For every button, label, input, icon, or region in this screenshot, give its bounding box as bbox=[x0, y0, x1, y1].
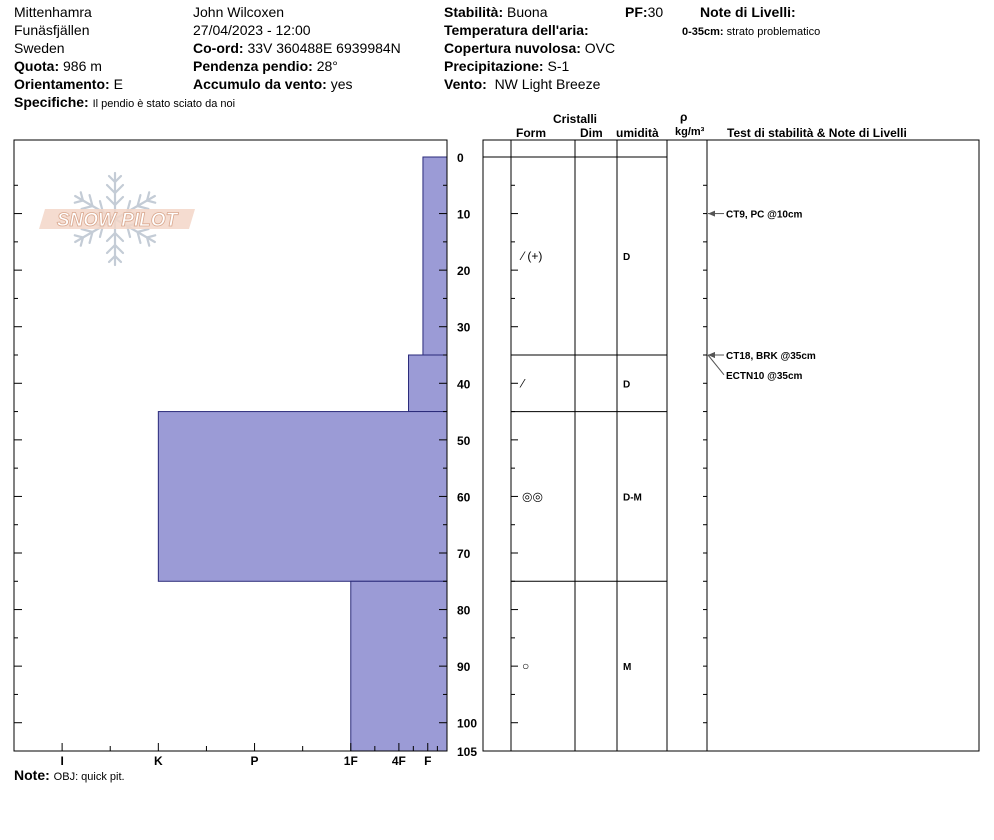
depth-tick-label: 10 bbox=[457, 207, 471, 222]
test-arrow-head bbox=[708, 352, 715, 358]
hardness-layer-bar bbox=[351, 581, 447, 751]
density-unit-header: kg/m³ bbox=[675, 126, 705, 138]
slope-label: Pendenza pendio: bbox=[193, 58, 313, 74]
hardness-tick-label: K bbox=[153, 754, 163, 768]
precip-label: Precipitazione: bbox=[444, 58, 544, 74]
sky-value: OVC bbox=[584, 40, 616, 56]
grain-form-symbol: ⁄ (+) bbox=[522, 249, 543, 263]
observer-name: John Wilcoxen bbox=[193, 4, 285, 20]
elevation-value: 986 m bbox=[63, 58, 102, 74]
moisture-header: umidità bbox=[616, 126, 659, 140]
test-arrow bbox=[708, 355, 724, 375]
depth-tick-label: 30 bbox=[457, 320, 471, 335]
depth-tick-label: 100 bbox=[457, 716, 478, 731]
coord-value: 33V 360488E 6939984N bbox=[247, 40, 401, 56]
snowpilot-logo bbox=[39, 173, 195, 265]
country-name: Sweden bbox=[14, 40, 65, 56]
wind-value: NW Light Breeze bbox=[494, 76, 601, 92]
grain-form-symbol: ⁄ bbox=[522, 376, 525, 391]
grain-form-symbol: ○ bbox=[522, 659, 530, 674]
hardness-tick-label: I bbox=[60, 754, 64, 768]
test-arrow-head bbox=[708, 211, 715, 217]
layer-note-range: 0-35cm: bbox=[682, 26, 724, 38]
coord-label: Co-ord: bbox=[193, 40, 244, 56]
depth-tick-label: 20 bbox=[457, 264, 471, 279]
layer-table-frame bbox=[483, 140, 979, 751]
stability-label: Stabilità: bbox=[444, 4, 504, 20]
aspect-label: Orientamento: bbox=[14, 76, 110, 92]
aspect-value: E bbox=[113, 76, 123, 92]
stability-test-label: CT18, BRK @35cm bbox=[726, 351, 816, 362]
pf-label: PF: bbox=[625, 4, 648, 20]
depth-tick-label: 50 bbox=[457, 433, 471, 448]
pf-value: 30 bbox=[647, 4, 664, 20]
rho-header: ρ bbox=[680, 110, 688, 124]
layer-notes-label: Note di Livelli: bbox=[700, 4, 796, 20]
hardness-layer-bar bbox=[423, 157, 447, 355]
depth-tick-label: 70 bbox=[457, 547, 471, 561]
hardness-tick-label: F bbox=[424, 754, 432, 768]
moisture-value: D-M bbox=[623, 492, 642, 504]
area-name: Funäsfjällen bbox=[14, 22, 90, 38]
form-header: Form bbox=[516, 126, 546, 140]
grain-form-symbol: ◎◎ bbox=[522, 489, 543, 504]
sky-label: Copertura nuvolosa: bbox=[444, 40, 581, 56]
logo-text: SNOW PILOT bbox=[56, 210, 178, 231]
wind-label: Vento: bbox=[444, 76, 487, 92]
wind-loading-value: yes bbox=[330, 76, 353, 92]
stability-test-label: ECTN10 @35cm bbox=[726, 370, 803, 382]
depth-tick-label: 80 bbox=[457, 603, 471, 618]
moisture-value: D bbox=[623, 379, 631, 391]
depth-tick-label: 40 bbox=[457, 377, 471, 392]
hardness-tick-label: 4F bbox=[391, 754, 406, 768]
hardness-layer-bar bbox=[158, 412, 447, 582]
location-name: Mittenhamra bbox=[14, 4, 92, 20]
tests-header: Test di stabilità & Note di Livelli bbox=[727, 126, 907, 140]
note-value: OBJ: quick pit. bbox=[53, 771, 125, 783]
specifics-label: Specifiche: bbox=[14, 94, 89, 110]
elevation-label: Quota: bbox=[14, 58, 60, 74]
hardness-tick-label: P bbox=[250, 754, 259, 768]
crystals-header: Cristalli bbox=[553, 112, 598, 126]
dim-header: Dim bbox=[580, 126, 603, 140]
wind-loading-label: Accumulo da vento: bbox=[193, 76, 327, 92]
moisture-value: D bbox=[623, 252, 631, 263]
layer-note-text: strato problematico bbox=[726, 26, 821, 38]
moisture-value: M bbox=[623, 662, 632, 674]
air-temp-label: Temperatura dell'aria: bbox=[444, 22, 589, 38]
observation-datetime: 27/04/2023 - 12:00 bbox=[193, 22, 311, 38]
note-label: Note: bbox=[14, 767, 50, 783]
precip-value: S-1 bbox=[547, 58, 570, 74]
depth-tick-label: 105 bbox=[457, 745, 478, 759]
depth-tick-label: 0 bbox=[457, 151, 464, 165]
hardness-tick-label: 1F bbox=[343, 754, 358, 768]
depth-tick-label: 90 bbox=[457, 660, 471, 675]
depth-tick-label: 60 bbox=[457, 490, 471, 505]
specifics-value: Il pendio è stato sciato da noi bbox=[92, 98, 236, 110]
slope-value: 28° bbox=[316, 58, 338, 74]
stability-test-label: CT9, PC @10cm bbox=[726, 209, 803, 221]
stability-value: Buona bbox=[507, 4, 548, 20]
